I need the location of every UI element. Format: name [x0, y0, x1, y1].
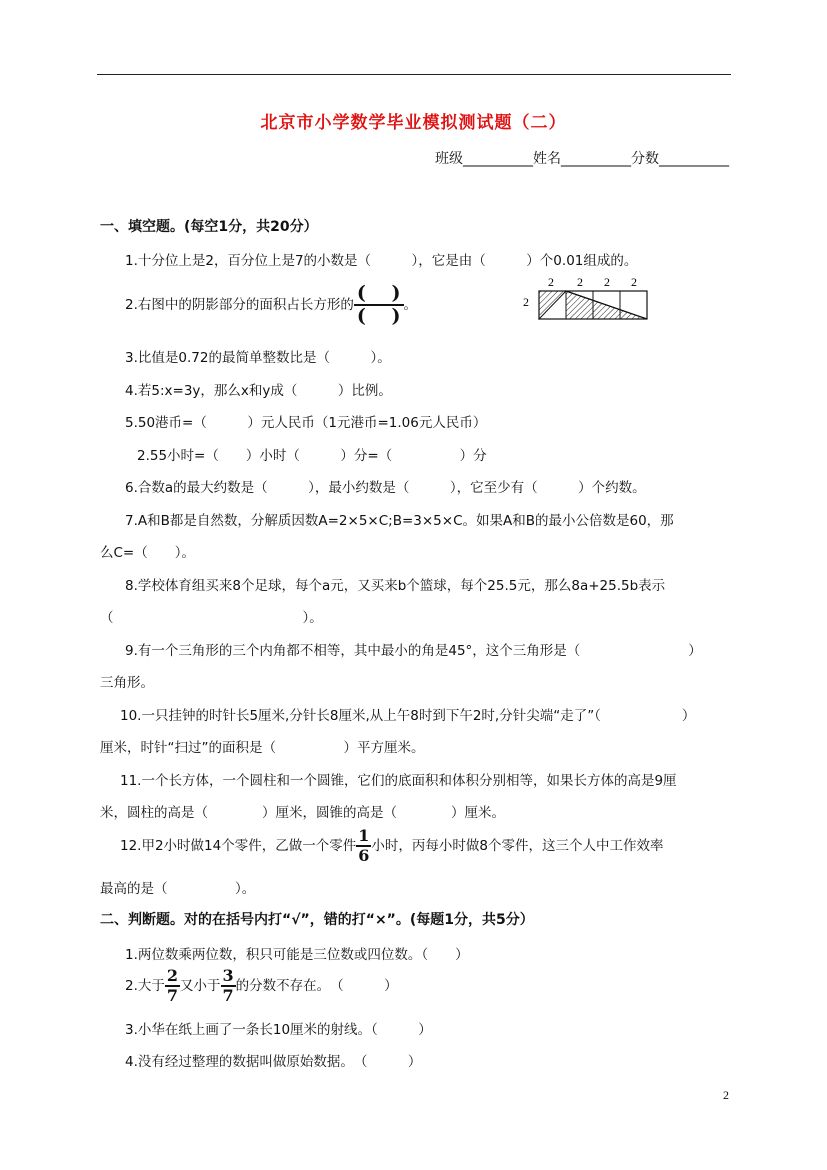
fraction-numerator: 2: [166, 966, 179, 985]
judge-4: 4.没有经过整理的数据叫做原始数据。 （ ）: [125, 1054, 422, 1070]
question-10-cont: 厘米，时针“扫过”的面积是（ ）平方厘米。: [100, 740, 425, 756]
figure-top-label: 2: [604, 275, 610, 289]
question-10: 10.一只挂钟的时针长5厘米,分针长8厘米,从上午8时到下午2时,分针尖端“走了”（ ）: [120, 708, 696, 724]
fraction-numerator: 3: [222, 966, 234, 985]
answer-fraction-blank: [354, 284, 404, 326]
question-9: 9.有一个三角形的三个内角都不相等，其中最小的角是45°，这个三角形是（ ）: [125, 643, 702, 659]
question-6: 6.合数a的最大约数是（ ），最小约数是（ ），它至少有（ ）个约数。: [125, 480, 646, 496]
judge-2-mid: 又小于: [180, 978, 221, 994]
question-11: 11.一个长方体，一个圆柱和一个圆锥，它们的底面积和体积分别相等，如果长方体的高是9厘: [120, 773, 677, 789]
question-5b: 2.55小时=（ ）小时（ ）分=（ ）分: [137, 448, 487, 464]
question-3: 3.比值是0.72的最简单整数比是（ ）。: [125, 350, 391, 366]
fraction-denominator: 6: [358, 846, 370, 865]
student-info-line: 班级__________姓名__________分数__________: [435, 151, 729, 167]
page-number: 2: [723, 1088, 729, 1102]
question-9-cont: 三角形。: [100, 675, 154, 691]
question-11-cont: 米，圆柱的高是（ ）厘米，圆锥的高是（ ）厘米。: [100, 805, 505, 821]
question-7: 7.A和B都是自然数，分解质因数A=2×5×C;B=3×5×C。如果A和B的最小公倍数是60，那: [125, 513, 674, 529]
judge-2-pre: 2.大于: [125, 978, 165, 994]
judge-1: 1.两位数乘两位数，积只可能是三位数或四位数。（ ）: [125, 947, 469, 963]
fraction-denominator: 7: [222, 986, 234, 1005]
question-2-text: 2.右图中的阴影部分的面积占长方形的: [125, 297, 354, 313]
figure-top-label: 2: [631, 275, 637, 289]
question-5a: 5.50港币=（ ）元人民币（1元港币=1.06元人民币）: [125, 415, 487, 431]
question-8: 8.学校体育组买来8个足球，每个a元，又买来b个篮球，每个25.5元，那么8a+25.5b表示: [125, 578, 666, 594]
fraction-numerator: ( ): [354, 284, 404, 306]
section2-heading: 二、判断题。对的在括号内打“√”，错的打“×”。(每题1分，共5分）: [100, 912, 534, 928]
figure-side-label: 2: [523, 295, 529, 309]
fraction-denominator: 7: [166, 986, 179, 1005]
page-title: 北京市小学数学毕业模拟测试题（二）: [260, 113, 567, 133]
rectangle-shaded-figure: [520, 272, 650, 324]
question-4: 4.若5:x=3y，那么x和y成（ ）比例。: [125, 383, 392, 399]
question-1: 1.十分位上是2，百分位上是7的小数是（ ），它是由（ ）个0.01组成的。: [125, 253, 638, 269]
shaded-triangle-left: [539, 291, 566, 319]
fraction-three-sevenths: [221, 968, 236, 1004]
judge-3: 3.小华在纸上画了一条长10厘米的射线。（ ）: [125, 1022, 432, 1038]
question-2-end: 。: [403, 297, 417, 313]
fraction-one-sixth: [356, 828, 371, 864]
question-12-post: 小时，丙每小时做8个零件，这三个人中工作效率: [371, 838, 664, 854]
section1-heading: 一、填空题。(每空1分，共20分）: [100, 219, 318, 235]
judge-2-post: 的分数不存在。 （ ）: [235, 978, 398, 994]
fraction-two-sevenths: [165, 968, 180, 1004]
judge-2: [125, 968, 398, 1004]
header-rule: [97, 74, 731, 75]
fraction-denominator: ( ): [356, 305, 401, 327]
question-7-cont: 么C=（ ）。: [100, 545, 195, 561]
question-12: [120, 828, 663, 864]
question-12-cont: 最高的是（ ）。: [100, 881, 256, 897]
question-8-cont: （ ）。: [100, 610, 323, 626]
fraction-numerator: 1: [358, 826, 370, 845]
question-12-pre: 12.甲2小时做14个零件，乙做一个零件: [120, 838, 357, 854]
figure-top-label: 2: [577, 275, 583, 289]
figure-top-label: 2: [548, 275, 554, 289]
question-2: [125, 284, 417, 326]
